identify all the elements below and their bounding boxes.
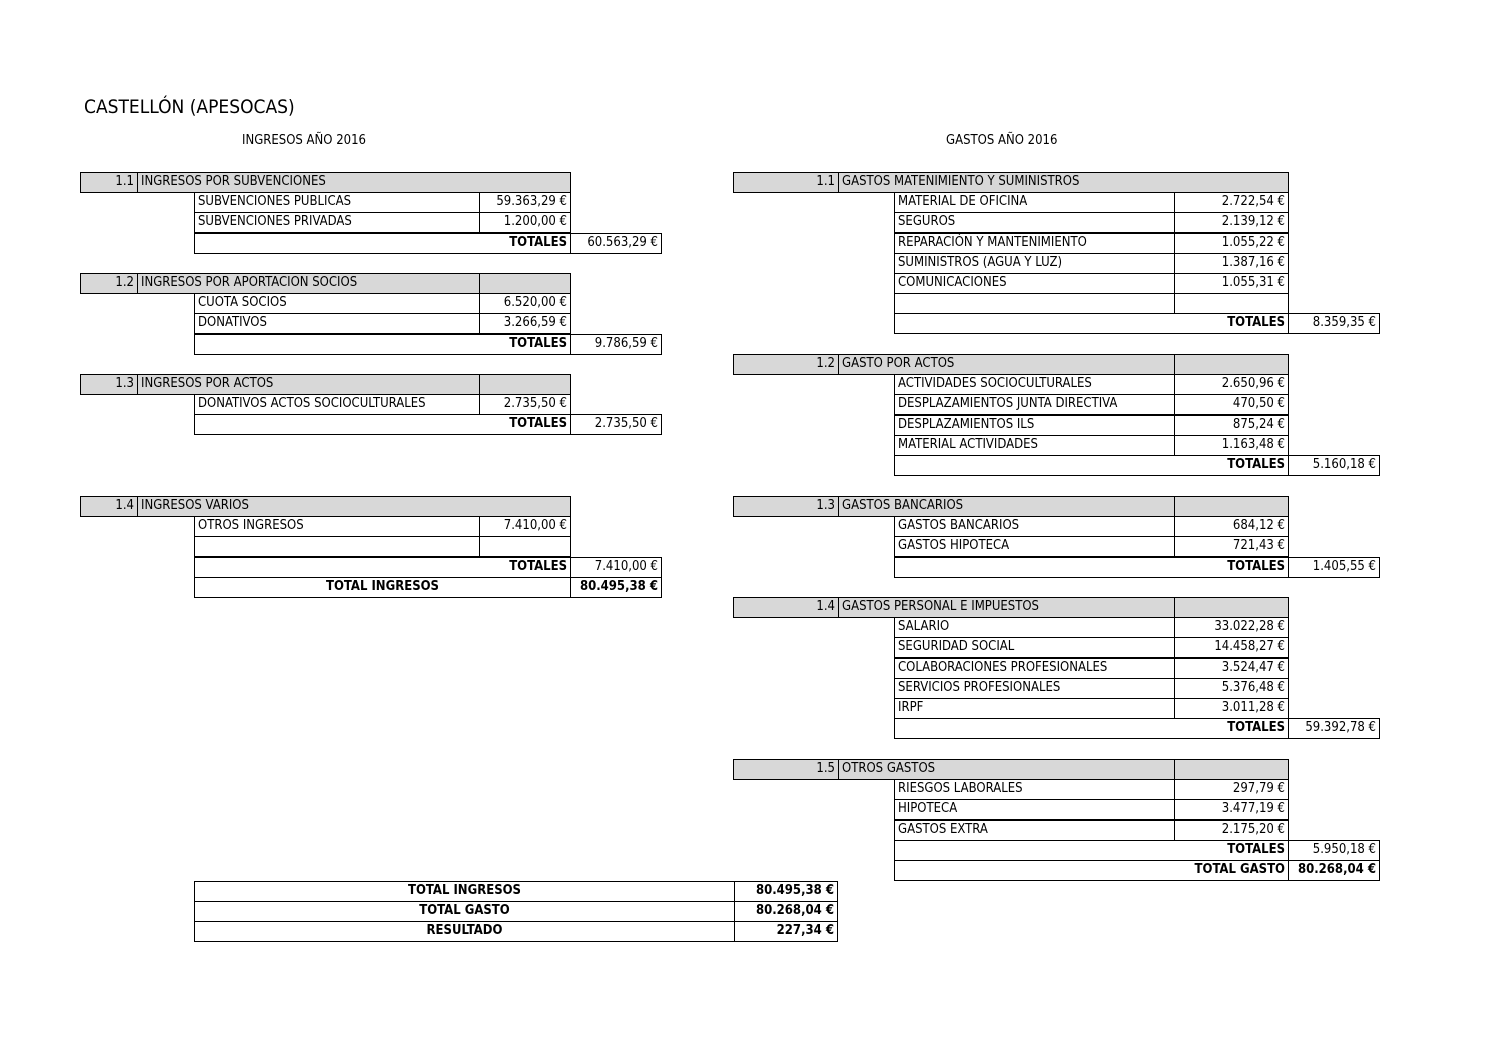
- section-number: 1.2: [733, 354, 839, 375]
- totales-value: 5.160,18 €: [1288, 455, 1380, 476]
- line-item-value: 470,50 €: [1174, 394, 1289, 415]
- section-header-cell: [1174, 354, 1289, 375]
- line-item-label: SUBVENCIONES PRIVADAS: [194, 212, 480, 233]
- total-ingresos-label: TOTAL INGRESOS: [194, 577, 571, 598]
- line-item-label: HIPOTECA: [894, 799, 1175, 820]
- line-item-value: 1.163,48 €: [1174, 435, 1289, 456]
- totales-value: 5.950,18 €: [1288, 840, 1380, 861]
- section-header: INGRESOS VARIOS: [137, 496, 571, 517]
- section-header: INGRESOS POR ACTOS: [137, 374, 480, 395]
- totales-label: TOTALES: [194, 557, 571, 578]
- line-item-value: 2.139,12 €: [1174, 212, 1289, 233]
- line-item-value: 2.650,96 €: [1174, 374, 1289, 395]
- ingresos-title: INGRESOS AÑO 2016: [242, 133, 366, 148]
- line-item-label: SUMINISTROS (AGUA Y LUZ): [894, 253, 1175, 274]
- line-item-value: 684,12 €: [1174, 516, 1289, 537]
- line-item-label: ACTIVIDADES SOCIOCULTURALES: [894, 374, 1175, 395]
- line-item-value: 297,79 €: [1174, 779, 1289, 800]
- line-item-value: 875,24 €: [1174, 415, 1289, 436]
- totales-value: 1.405,55 €: [1288, 557, 1380, 578]
- totales-label: TOTALES: [194, 334, 571, 355]
- section-number: 1.3: [733, 496, 839, 517]
- section-number: 1.4: [733, 597, 839, 618]
- summary-label: TOTAL GASTO: [194, 901, 735, 922]
- total-ingresos-value: 80.495,38 €: [570, 577, 662, 598]
- section-header-cell: [1174, 759, 1289, 780]
- line-item-label: SEGUROS: [894, 212, 1175, 233]
- gastos-title: GASTOS AÑO 2016: [946, 133, 1058, 148]
- section-header: GASTOS BANCARIOS: [838, 496, 1175, 517]
- line-item-value: 1.200,00 €: [479, 212, 571, 233]
- line-item-value: [479, 536, 571, 557]
- page-title: CASTELLÓN (APESOCAS): [84, 96, 295, 118]
- totales-label: TOTALES: [894, 313, 1289, 334]
- line-item-value: 59.363,29 €: [479, 192, 571, 213]
- section-header-cell: [1174, 597, 1289, 618]
- section-number: 1.3: [80, 374, 138, 395]
- line-item-value: 2.175,20 €: [1174, 820, 1289, 841]
- line-item-label: COLABORACIONES PROFESIONALES: [894, 658, 1175, 679]
- totales-label: TOTALES: [894, 718, 1289, 739]
- section-header: OTROS GASTOS: [838, 759, 1175, 780]
- totales-label: TOTALES: [194, 414, 571, 435]
- line-item-label: SALARIO: [894, 617, 1175, 638]
- summary-value: 80.268,04 €: [734, 901, 838, 922]
- summary-label: RESULTADO: [194, 921, 735, 942]
- totales-value: 60.563,29 €: [570, 233, 662, 254]
- line-item-value: 3.011,28 €: [1174, 698, 1289, 719]
- line-item-label: OTROS INGRESOS: [194, 516, 480, 537]
- totales-value: 8.359,35 €: [1288, 313, 1380, 334]
- line-item-label: DESPLAZAMIENTOS JUNTA DIRECTIVA: [894, 394, 1175, 415]
- line-item-label: DONATIVOS ACTOS SOCIOCULTURALES: [194, 394, 480, 415]
- section-number: 1.4: [80, 496, 138, 517]
- line-item-value: 33.022,28 €: [1174, 617, 1289, 638]
- line-item-value: 1.055,31 €: [1174, 273, 1289, 294]
- line-item-value: [1174, 293, 1289, 314]
- line-item-value: 5.376,48 €: [1174, 678, 1289, 699]
- line-item-value: 3.524,47 €: [1174, 658, 1289, 679]
- line-item-label: DESPLAZAMIENTOS ILS: [894, 415, 1175, 436]
- line-item-value: 1.387,16 €: [1174, 253, 1289, 274]
- section-header-cell: [1174, 496, 1289, 517]
- section-header-cell: [479, 374, 571, 395]
- line-item-value: 721,43 €: [1174, 536, 1289, 557]
- summary-value: 80.495,38 €: [734, 881, 838, 902]
- line-item-label: SUBVENCIONES PUBLICAS: [194, 192, 480, 213]
- section-header-cell: [479, 273, 571, 294]
- totales-value: 59.392,78 €: [1288, 718, 1380, 739]
- line-item-value: 2.722,54 €: [1174, 192, 1289, 213]
- line-item-label: COMUNICACIONES: [894, 273, 1175, 294]
- line-item-label: [194, 536, 480, 557]
- line-item-value: 6.520,00 €: [479, 293, 571, 314]
- total-gasto-label: TOTAL GASTO: [894, 860, 1289, 881]
- section-number: 1.1: [80, 172, 138, 193]
- section-header: GASTOS PERSONAL E IMPUESTOS: [838, 597, 1175, 618]
- line-item-label: RIESGOS LABORALES: [894, 779, 1175, 800]
- totales-value: 9.786,59 €: [570, 334, 662, 355]
- section-header: GASTOS MATENIMIENTO Y SUMINISTROS: [838, 172, 1289, 193]
- totales-label: TOTALES: [894, 455, 1289, 476]
- line-item-label: GASTOS HIPOTECA: [894, 536, 1175, 557]
- line-item-label: MATERIAL DE OFICINA: [894, 192, 1175, 213]
- line-item-value: 7.410,00 €: [479, 516, 571, 537]
- section-header: INGRESOS POR SUBVENCIONES: [137, 172, 571, 193]
- summary-label: TOTAL INGRESOS: [194, 881, 735, 902]
- totales-label: TOTALES: [894, 557, 1289, 578]
- section-number: 1.2: [80, 273, 138, 294]
- line-item-label: DONATIVOS: [194, 313, 480, 334]
- line-item-label: CUOTA SOCIOS: [194, 293, 480, 314]
- section-header: GASTO POR ACTOS: [838, 354, 1175, 375]
- totales-value: 2.735,50 €: [570, 414, 662, 435]
- line-item-value: 3.477,19 €: [1174, 799, 1289, 820]
- line-item-label: SERVICIOS PROFESIONALES: [894, 678, 1175, 699]
- line-item-label: REPARACIÓN Y MANTENIMIENTO: [894, 233, 1175, 254]
- section-number: 1.5: [733, 759, 839, 780]
- line-item-label: IRPF: [894, 698, 1175, 719]
- line-item-value: 3.266,59 €: [479, 313, 571, 334]
- totales-value: 7.410,00 €: [570, 557, 662, 578]
- line-item-label: MATERIAL ACTIVIDADES: [894, 435, 1175, 456]
- section-header: INGRESOS POR APORTACION SOCIOS: [137, 273, 480, 294]
- totales-label: TOTALES: [894, 840, 1289, 861]
- line-item-value: 1.055,22 €: [1174, 233, 1289, 254]
- line-item-value: 14.458,27 €: [1174, 637, 1289, 658]
- totales-label: TOTALES: [194, 233, 571, 254]
- line-item-label: GASTOS BANCARIOS: [894, 516, 1175, 537]
- line-item-label: [894, 293, 1175, 314]
- line-item-label: GASTOS EXTRA: [894, 820, 1175, 841]
- line-item-label: SEGURIDAD SOCIAL: [894, 637, 1175, 658]
- line-item-value: 2.735,50 €: [479, 394, 571, 415]
- section-number: 1.1: [733, 172, 839, 193]
- total-gasto-value: 80.268,04 €: [1288, 860, 1380, 881]
- summary-value: 227,34 €: [734, 921, 838, 942]
